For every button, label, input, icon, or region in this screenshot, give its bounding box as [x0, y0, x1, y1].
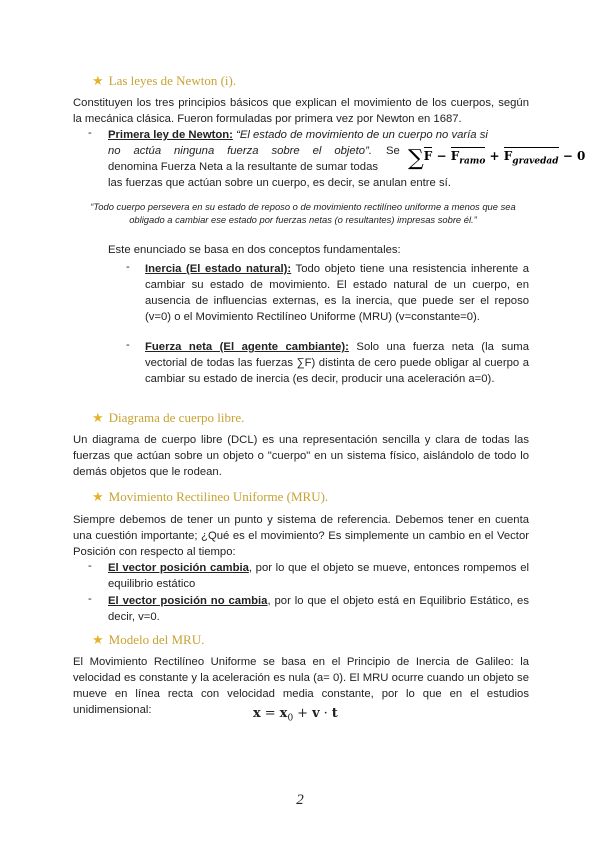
mru-item1-title: El vector posición cambia — [108, 562, 249, 574]
star-icon: ★ — [92, 489, 104, 504]
first-law-line4: las fuerzas que actúan sobre un cuerpo, es decir, se anulan entre sí. — [108, 177, 451, 189]
section-heading-modelo: ★ Modelo del MRU. — [92, 632, 205, 647]
first-law-line1: Primera ley de Newton: “El estado de movimiento de un cuerpo no varía si — [108, 129, 488, 141]
page-number: 2 — [296, 792, 304, 808]
mru-item1: El vector posición cambia, por lo que el objeto se mueve, entonces rompemos el equilibrio estático — [108, 562, 529, 590]
fuerza-title: Fuerza neta (El agente cambiante): — [145, 341, 349, 353]
net-force-formula: $\sum F - F_{ramo} + F_{gravedad} - 0$ — [408, 146, 586, 171]
bullet-dash: - — [126, 339, 130, 351]
bullet-dash: - — [88, 560, 92, 572]
first-law-line3: denomina Fuerza Neta a la resultante de sumar todas — [108, 161, 379, 173]
mru-item2: El vector posición no cambia, por lo que el objeto está en Equilibrio Estático, es decir, v=0. — [108, 595, 529, 623]
first-law-title: Primera ley de Newton: — [108, 129, 233, 141]
newton-intro: Constituyen los tres principios básicos que explican el movimiento de los cuerpos, según la mecánica clásica. Fueron formuladas por primera vez por Newton en 1687. — [73, 97, 529, 125]
mru-item2-title: El vector posición no cambia — [108, 595, 268, 607]
fuerza-item: Fuerza neta (El agente cambiante): Solo una fuerza neta (la suma vectorial de todas las fuerzas ∑F) distinta de cero puede obligar al cuerpo a cambiar su estado de inercia (es decir, producir una aceleración a=0). — [145, 341, 529, 385]
first-law-line2: no actúa ninguna fuerza sobre el objeto”. — [108, 145, 372, 157]
inercia-title: Inercia (El estado natural): — [145, 263, 292, 275]
section-heading-mru: ★ Movimiento Rectilineo Uniforme (MRU). — [92, 489, 329, 504]
first-law-se: Se — [386, 145, 400, 157]
star-icon: ★ — [92, 410, 104, 425]
bullet-dash: - — [88, 593, 92, 605]
newton-quote: “Todo cuerpo persevera en su estado de reposo o de movimiento rectilíneo uniforme a menos que sea obligado a cambiar ese estado por fuerzas netas (o resultantes) impresas sobre él.” — [90, 201, 516, 225]
star-icon: ★ — [92, 73, 104, 88]
star-icon: ★ — [92, 632, 104, 647]
section-heading-dcl: ★ Diagrama de cuerpo libre. — [92, 410, 245, 425]
modelo-text: El Movimiento Rectilíneo Uniforme se basa en el Principio de Inercia de Galileo: la velocidad es constante y la aceleración es nula (a= 0). El MRU ocurre cuando un objeto se mueve en línea recta con velocidad media constante, por lo que en el estudios unidimensional: — [73, 656, 529, 716]
inercia-item: Inercia (El estado natural): Todo objeto tiene una resistencia inherente a cambiar su estado de movimiento. El estado natural de un cuerpo, en ausencia de influencias externas, es la inercia, que puede ser el reposo (v=0) o el Movimiento Rectilíneo Uniforme (MRU) (v=constante=0). — [145, 263, 530, 323]
bullet-dash: - — [88, 127, 92, 139]
dcl-text: Un diagrama de cuerpo libre (DCL) es una representación sencilla y clara de todas las fuerzas que actúan sobre un objeto o "cuerpo" en un sistema físico, aislándolo de todo lo demás objetos que le rodean. — [73, 434, 529, 478]
bullet-dash: - — [126, 261, 130, 273]
concepts-intro: Este enunciado se basa en dos conceptos fundamentales: — [108, 244, 401, 256]
mru-text: Siempre debemos de tener un punto y sistema de referencia. Debemos tener en cuenta una cuestión importante; ¿Qué es el movimiento? Es simplemente un cambio en el Vector Posición con respecto al tiempo: — [73, 514, 529, 558]
mru-equation: $x = x_0 + v \cdot t$ — [253, 706, 338, 724]
section-heading-newton: ★ Las leyes de Newton (i). — [92, 73, 237, 88]
